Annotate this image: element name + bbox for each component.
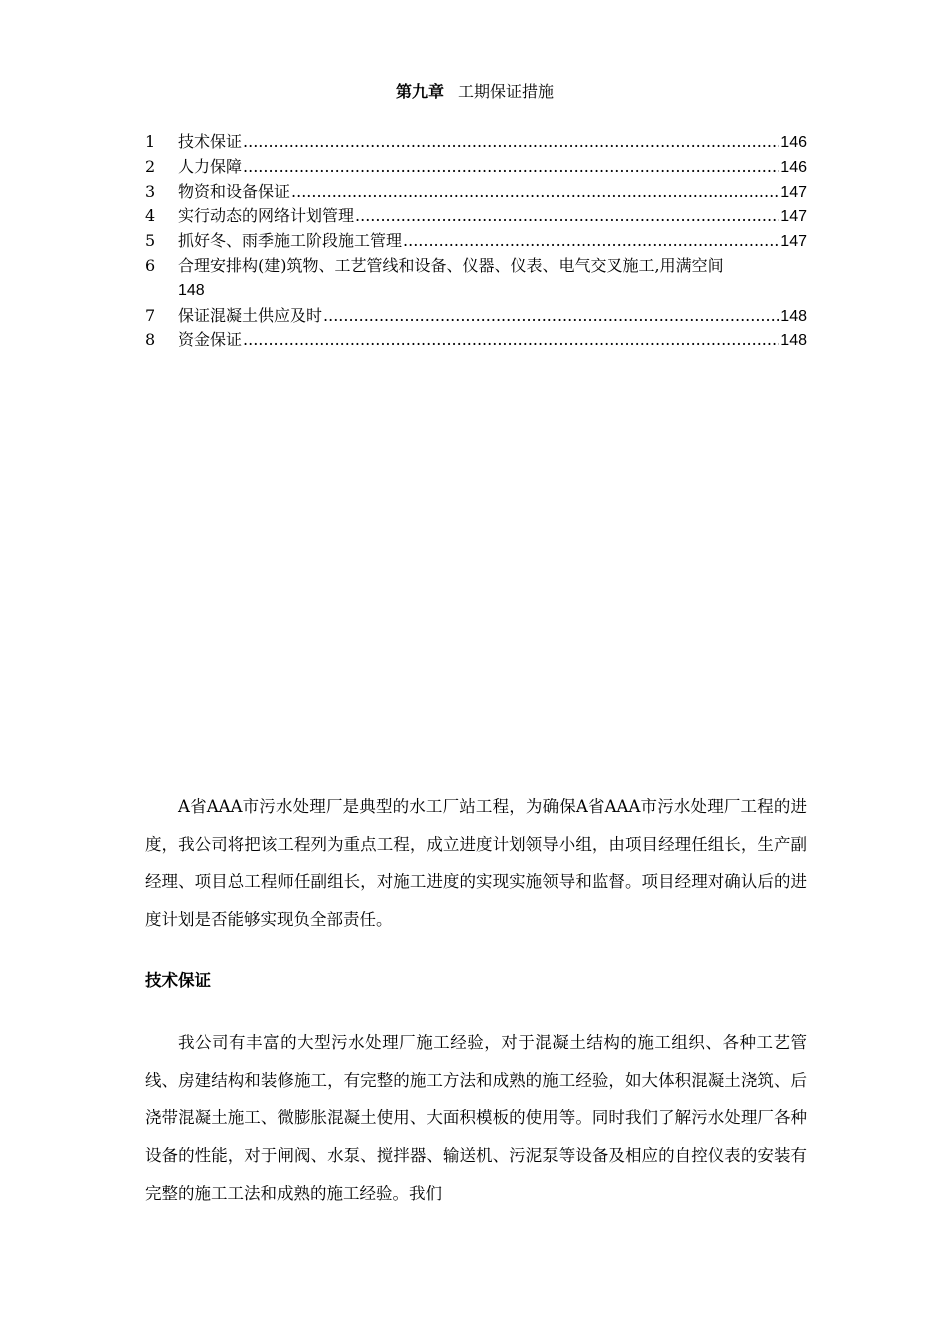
toc-entry[interactable] xyxy=(145,130,807,155)
toc-leader-dots xyxy=(243,130,779,155)
toc-entry-number: 5 xyxy=(145,231,156,251)
toc-entry-label: 保证混凝土供应及时 xyxy=(178,305,323,325)
toc-entry-page: 148 xyxy=(178,281,205,299)
toc-entry-page: 148 xyxy=(780,307,807,325)
toc-entry[interactable] xyxy=(145,229,807,254)
toc-entry-label: 合理安排构(建)筑物、工艺管线和设备、仪器、仪表、电气交叉施工,用满空间 xyxy=(178,255,724,275)
toc-entry[interactable] xyxy=(145,180,807,205)
toc-entry-number: 2 xyxy=(145,156,156,176)
toc-leader-dots xyxy=(323,304,779,329)
toc-entry-page: 147 xyxy=(780,233,807,251)
toc-entry-page: 147 xyxy=(780,183,807,201)
toc-entry-page: 147 xyxy=(780,208,807,226)
toc-entry-label: 资金保证 xyxy=(178,330,243,350)
toc-entry-label: 物资和设备保证 xyxy=(178,181,291,201)
toc-entry-label: 技术保证 xyxy=(178,132,243,151)
table-of-contents xyxy=(145,130,807,353)
toc-entry-label: 人力保障 xyxy=(178,156,243,176)
toc-entry-number: 6 xyxy=(145,255,156,275)
toc-leader-dots xyxy=(355,204,779,229)
toc-entry-number: 3 xyxy=(145,181,156,201)
toc-entry-label: 实行动态的网络计划管理 xyxy=(178,206,355,226)
toc-entry-number: 8 xyxy=(145,330,156,350)
toc-entry-number: 1 xyxy=(145,132,156,151)
toc-entry[interactable] xyxy=(145,155,807,180)
intro-paragraph: A省AAA市污水处理厂是典型的水工厂站工程，为确保A省AAA市污水处理厂工程的进度，我公司将把该工程列为重点工程，成立进度计划领导小组，由项目经理任组长，生产副经理、项目总工程师任副组长，对施工进度的实现实施领导和监督。项目经理对确认后的进度计划是否能够实现负全部责任。 xyxy=(145,797,807,930)
toc-entry[interactable] xyxy=(145,304,807,329)
toc-entry-number: 7 xyxy=(145,305,156,325)
section-paragraph: 我公司有丰富的大型污水处理厂施工经验，对于混凝土结构的施工组织、各种工艺管线、房建结构和装修施工，有完整的施工方法和成熟的施工经验，如大体积混凝土浇筑、后浇带混凝土施工、微膨胀混凝土使用、大面积模板的使用等。同时我们了解污水处理厂各种设备的性能，对于闸阀、水泵、搅拌器、输送机、污泥泵等设备及相应的自控仪表的安装有完整的施工工法和成熟的施工经验。我们 xyxy=(145,1033,807,1203)
toc-entry-label: 抓好冬、雨季施工阶段施工管理 xyxy=(178,231,403,251)
toc-leader-dots xyxy=(291,180,779,205)
chapter-name: 工期保证措施 xyxy=(458,82,555,101)
chapter-title xyxy=(0,80,950,104)
toc-entry-page: 148 xyxy=(780,332,807,350)
toc-entry-page: 146 xyxy=(780,158,807,176)
toc-leader-dots xyxy=(243,155,779,180)
toc-entry[interactable] xyxy=(145,204,807,229)
toc-entry-page: 146 xyxy=(780,134,807,151)
section-heading: 技术保证 xyxy=(145,971,211,990)
toc-leader-dots xyxy=(403,229,779,254)
toc-leader-dots xyxy=(243,328,779,353)
toc-entry[interactable] xyxy=(145,254,807,304)
toc-entry[interactable] xyxy=(145,328,807,353)
chapter-number: 第九章 xyxy=(395,82,444,101)
toc-entry-number: 4 xyxy=(145,206,156,226)
